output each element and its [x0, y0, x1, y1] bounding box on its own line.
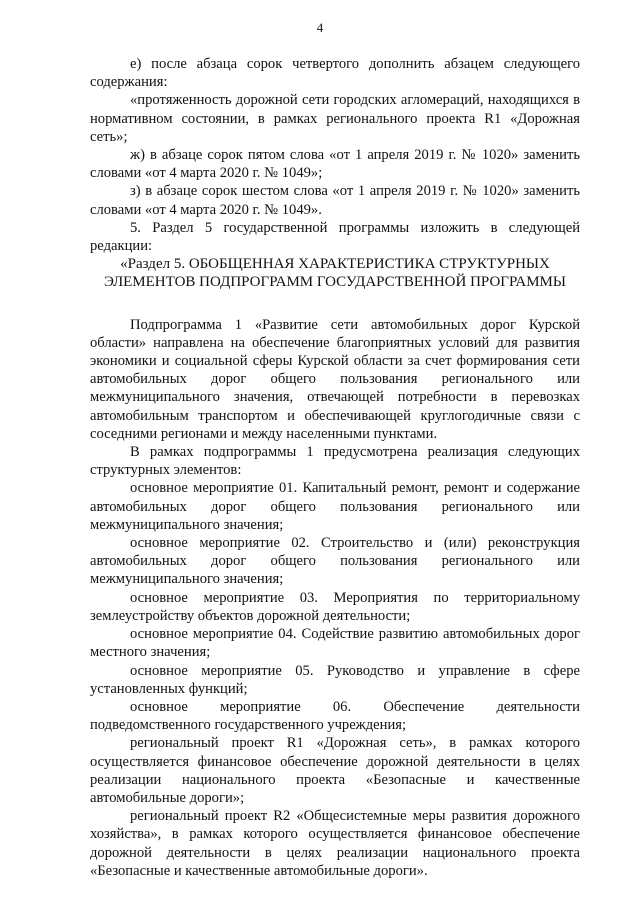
document-body [90, 55, 580, 880]
page-number: 4 [316, 20, 324, 35]
list-item-measure-05: основное мероприятие 05. Руководство и управление в сфере установленных функций; [90, 662, 580, 697]
paragraph-subprogram-1: Подпрограмма 1 «Развитие сети автомобильных дорог Курской области» направлена на обеспечение благоприятных условий для развития экономики и социальной сферы Курской области за счет формирования сети автомобильных дорог общего пользования регионального или межмуниципального значения, отвечающей потребности в перевозках автомобильным транспортом и обеспечивающей круглогодичные связи с соседними регионами и между населенными пунктами. [90, 316, 580, 442]
paragraph-structural-elements: В рамках подпрограммы 1 предусмотрена реализация следующих структурных элементов: [90, 444, 580, 479]
list-item-project-r1: региональный проект R1 «Дорожная сеть», в рамках которого осуществляется финансовое обеспечение дорожной деятельности в целях реализации национального проекта «Безопасные и качественные автомобильные дороги»; [90, 735, 580, 806]
list-item-measure-03: основное мероприятие 03. Мероприятия по территориальному землеустройству объектов дорожной деятельности; [90, 589, 580, 624]
paragraph-amend-z: з) в абзаце сорок шестом слова «от 1 апреля 2019 г. № 1020» заменить словами «от 4 марта 2020 г. № 1049». [90, 183, 580, 218]
list-item-measure-02: основное мероприятие 02. Строительство и (или) реконструкция автомобильных дорог общего пользования регионального или межмуниципального значения; [90, 535, 580, 588]
spacer [90, 292, 580, 316]
list-item-project-r2: региональный проект R2 «Общесистемные меры развития дорожного хозяйства», в рамках которого осуществляется финансовое обеспечение дорожной деятельности в целях реализации национального проекта «Безопасные и качественные автомобильные дороги». [90, 808, 580, 879]
paragraph-amend-e-text: «протяженность дорожной сети городских агломераций, находящихся в нормативном состоянии, в рамках регионального проекта R1 «Дорожная сеть»; [90, 92, 580, 145]
section-heading-line-1: «Раздел 5. ОБОБЩЕННАЯ ХАРАКТЕРИСТИКА СТРУКТУРНЫХ [120, 256, 550, 273]
list-item-measure-06: основное мероприятие 06. Обеспечение деятельности подведомственного государственного учреждения; [90, 698, 580, 734]
paragraph-amend-e: е) после абзаца сорок четвертого дополнить абзацем следующего содержания: [90, 56, 580, 91]
list-item-measure-04: основное мероприятие 04. Содействие развитию автомобильных дорог местного значения; [90, 626, 580, 661]
list-item-measure-01: основное мероприятие 01. Капитальный ремонт, ремонт и содержание автомобильных дорог общего пользования регионального или межмуниципального значения; [90, 480, 580, 533]
paragraph-amend-zh: ж) в абзаце сорок пятом слова «от 1 апреля 2019 г. № 1020» заменить словами «от 4 марта 2020 г. № 1049»; [90, 147, 580, 182]
section-heading-line-2: ЭЛЕМЕНТОВ ПОДПРОГРАММ ГОСУДАРСТВЕННОЙ ПРОГРАММЫ [104, 274, 566, 291]
paragraph-item-5: 5. Раздел 5 государственной программы изложить в следующей редакции: [90, 219, 580, 255]
section-5-heading [90, 255, 580, 291]
